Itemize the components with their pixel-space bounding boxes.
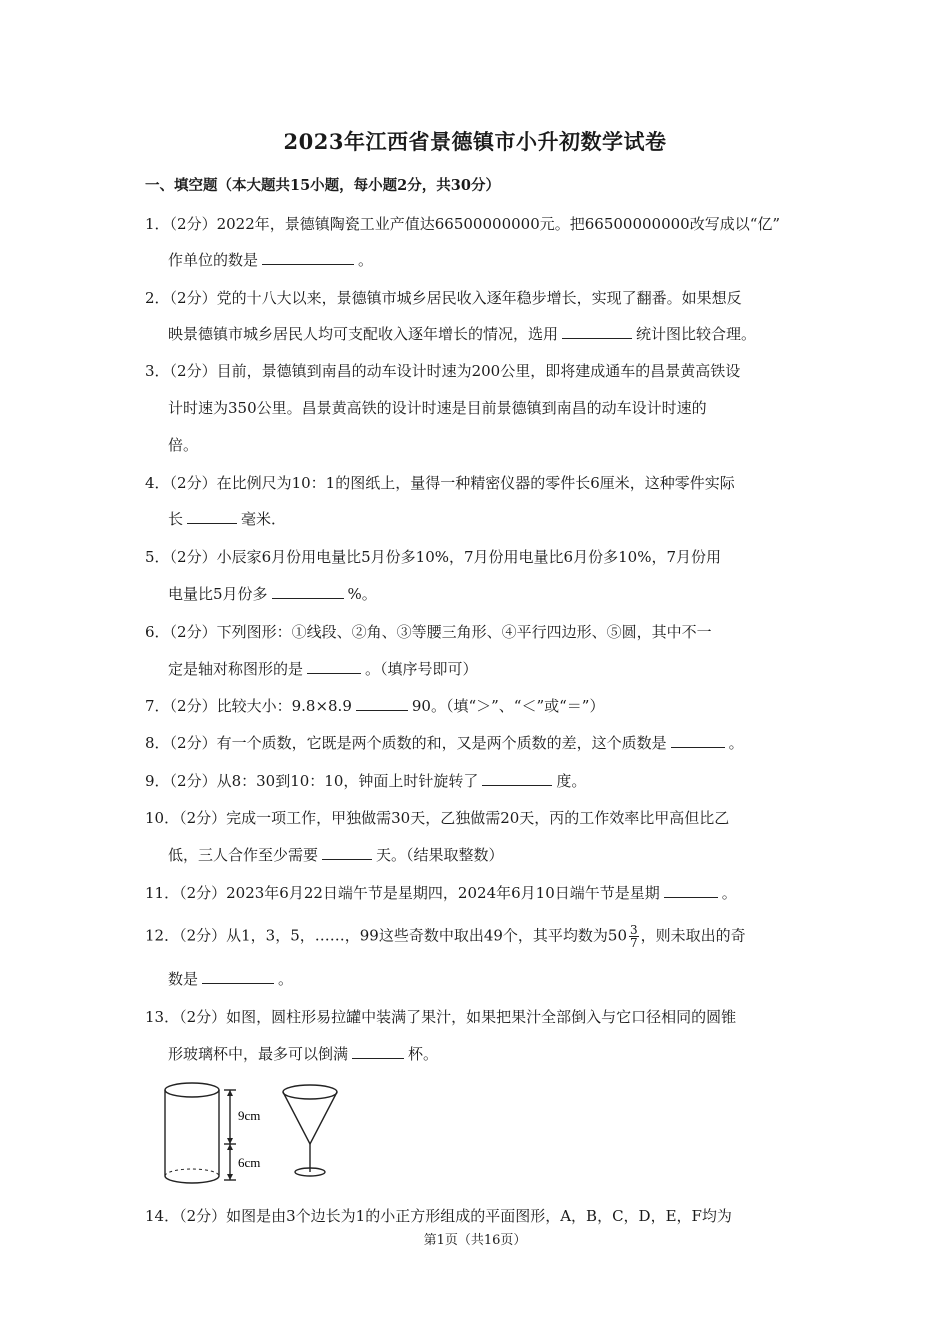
arrow-up-top	[227, 1090, 233, 1096]
cone-left-edge	[283, 1092, 310, 1144]
question-2-line-2: 映景德镇市城乡居民人均可支配收入逐年增长的情况，选用 统计图比较合理。	[168, 325, 757, 343]
answer-blank-5	[272, 584, 344, 599]
question-10-line-1: 10．（2分）完成一项工作，甲独做需30天，乙独做需20天，丙的工作效率比甲高但比乙	[145, 809, 730, 827]
question-5-line-2: 电量比5月份多 %。	[168, 585, 377, 603]
question-1-line-2: 作单位的数是 。	[168, 251, 374, 269]
answer-blank-6	[307, 659, 361, 674]
answer-blank-4	[187, 509, 237, 524]
question-3-line-3: 倍。	[168, 436, 199, 454]
question-14-line-1: 14．（2分）如图是由3个边长为1的小正方形组成的平面图形，A，B，C，D，E，F均为	[145, 1207, 732, 1225]
answer-blank-11	[664, 883, 718, 898]
question-2-line-1: 2．（2分）党的十八大以来，景德镇市城乡居民收入逐年稳步增长，实现了翻番。如果想反	[145, 289, 742, 307]
question-12-line-2: 数是 。	[168, 970, 294, 988]
question-13-line-1: 13．（2分）如图，圆柱形易拉罐中装满了果汁，如果把果汁全部倒入与它口径相同的圆锥	[145, 1008, 737, 1026]
question-4-line-1: 4．（2分）在比例尺为10：1的图纸上，量得一种精密仪器的零件长6厘米，这种零件实际	[145, 474, 735, 492]
question-8: 8．（2分）有一个质数，它既是两个质数的和，又是两个质数的差，这个质数是 。	[145, 734, 744, 752]
cylinder-cone-figure	[150, 1080, 350, 1190]
section-heading: 一、填空题（本大题共15小题，每小题2分，共30分）	[145, 177, 500, 194]
answer-blank-9	[482, 771, 552, 786]
question-13-line-2: 形玻璃杯中，最多可以倒满 杯。	[168, 1045, 439, 1063]
question-6-line-2: 定是轴对称图形的是 。（填序号即可）	[168, 660, 478, 678]
answer-blank-12	[202, 969, 274, 984]
arrow-up-middle	[227, 1144, 233, 1150]
cone-right-edge	[310, 1092, 337, 1144]
answer-blank-2	[562, 324, 632, 339]
arrow-down-bottom	[227, 1174, 233, 1180]
question-3-line-1: 3．（2分）目前，景德镇到南昌的动车设计时速为200公里，即将建成通车的昌景黄高铁设	[145, 362, 741, 380]
question-7: 7．（2分）比较大小：9.8×8.9 90。（填“＞”、“＜”或“＝”）	[145, 697, 605, 715]
question-9: 9．（2分）从8：30到10：10，钟面上时针旋转了 度。	[145, 772, 587, 790]
cylinder-bottom-back-arc	[165, 1169, 219, 1176]
answer-blank-1	[262, 250, 354, 265]
document-title: 2023年江西省景德镇市小升初数学试卷	[283, 129, 667, 154]
question-5-line-1: 5．（2分）小辰家6月份用电量比5月份多10%，7月份用电量比6月份多10%，7月份用	[145, 548, 721, 566]
arrow-down-middle	[227, 1138, 233, 1144]
question-1-line-1: 1．（2分）2022年，景德镇陶瓷工业产值达66500000000元。把66500000000改写成以“亿”	[145, 215, 781, 233]
question-6-line-1: 6．（2分）下列图形：①线段、②角、③等腰三角形、④平行四边形、⑤圆，其中不一	[145, 623, 712, 641]
mixed-fraction: $\frac{3}{7}$	[630, 923, 638, 950]
cone-rim-ellipse	[283, 1085, 337, 1099]
cylinder-top-ellipse	[165, 1083, 219, 1097]
answer-blank-8	[671, 733, 725, 748]
dimension-label-9cm: 9cm	[238, 1108, 261, 1123]
question-10-line-2: 低，三人合作至少需要 天。（结果取整数）	[168, 846, 504, 864]
page-footer: 第1页（共16页）	[423, 1233, 527, 1248]
answer-blank-10	[322, 845, 372, 860]
question-12-line-1: 12．（2分）从1，3，5，……，99这些奇数中取出49个，其平均数为50 $\frac{3}{7}$ ，则未取出的奇	[145, 923, 746, 950]
question-3-line-2: 计时速为350公里。昌景黄高铁的设计时速是目前景德镇到南昌的动车设计时速的	[168, 399, 707, 417]
dimension-label-6cm: 6cm	[238, 1155, 261, 1170]
cylinder-bottom-arc	[165, 1176, 219, 1183]
question-11: 11．（2分）2023年6月22日端午节是星期四，2024年6月10日端午节是星期 。	[145, 884, 737, 902]
question-4-line-2: 长 毫米．	[168, 510, 287, 528]
answer-blank-13	[352, 1044, 404, 1059]
answer-blank-7	[356, 696, 408, 711]
